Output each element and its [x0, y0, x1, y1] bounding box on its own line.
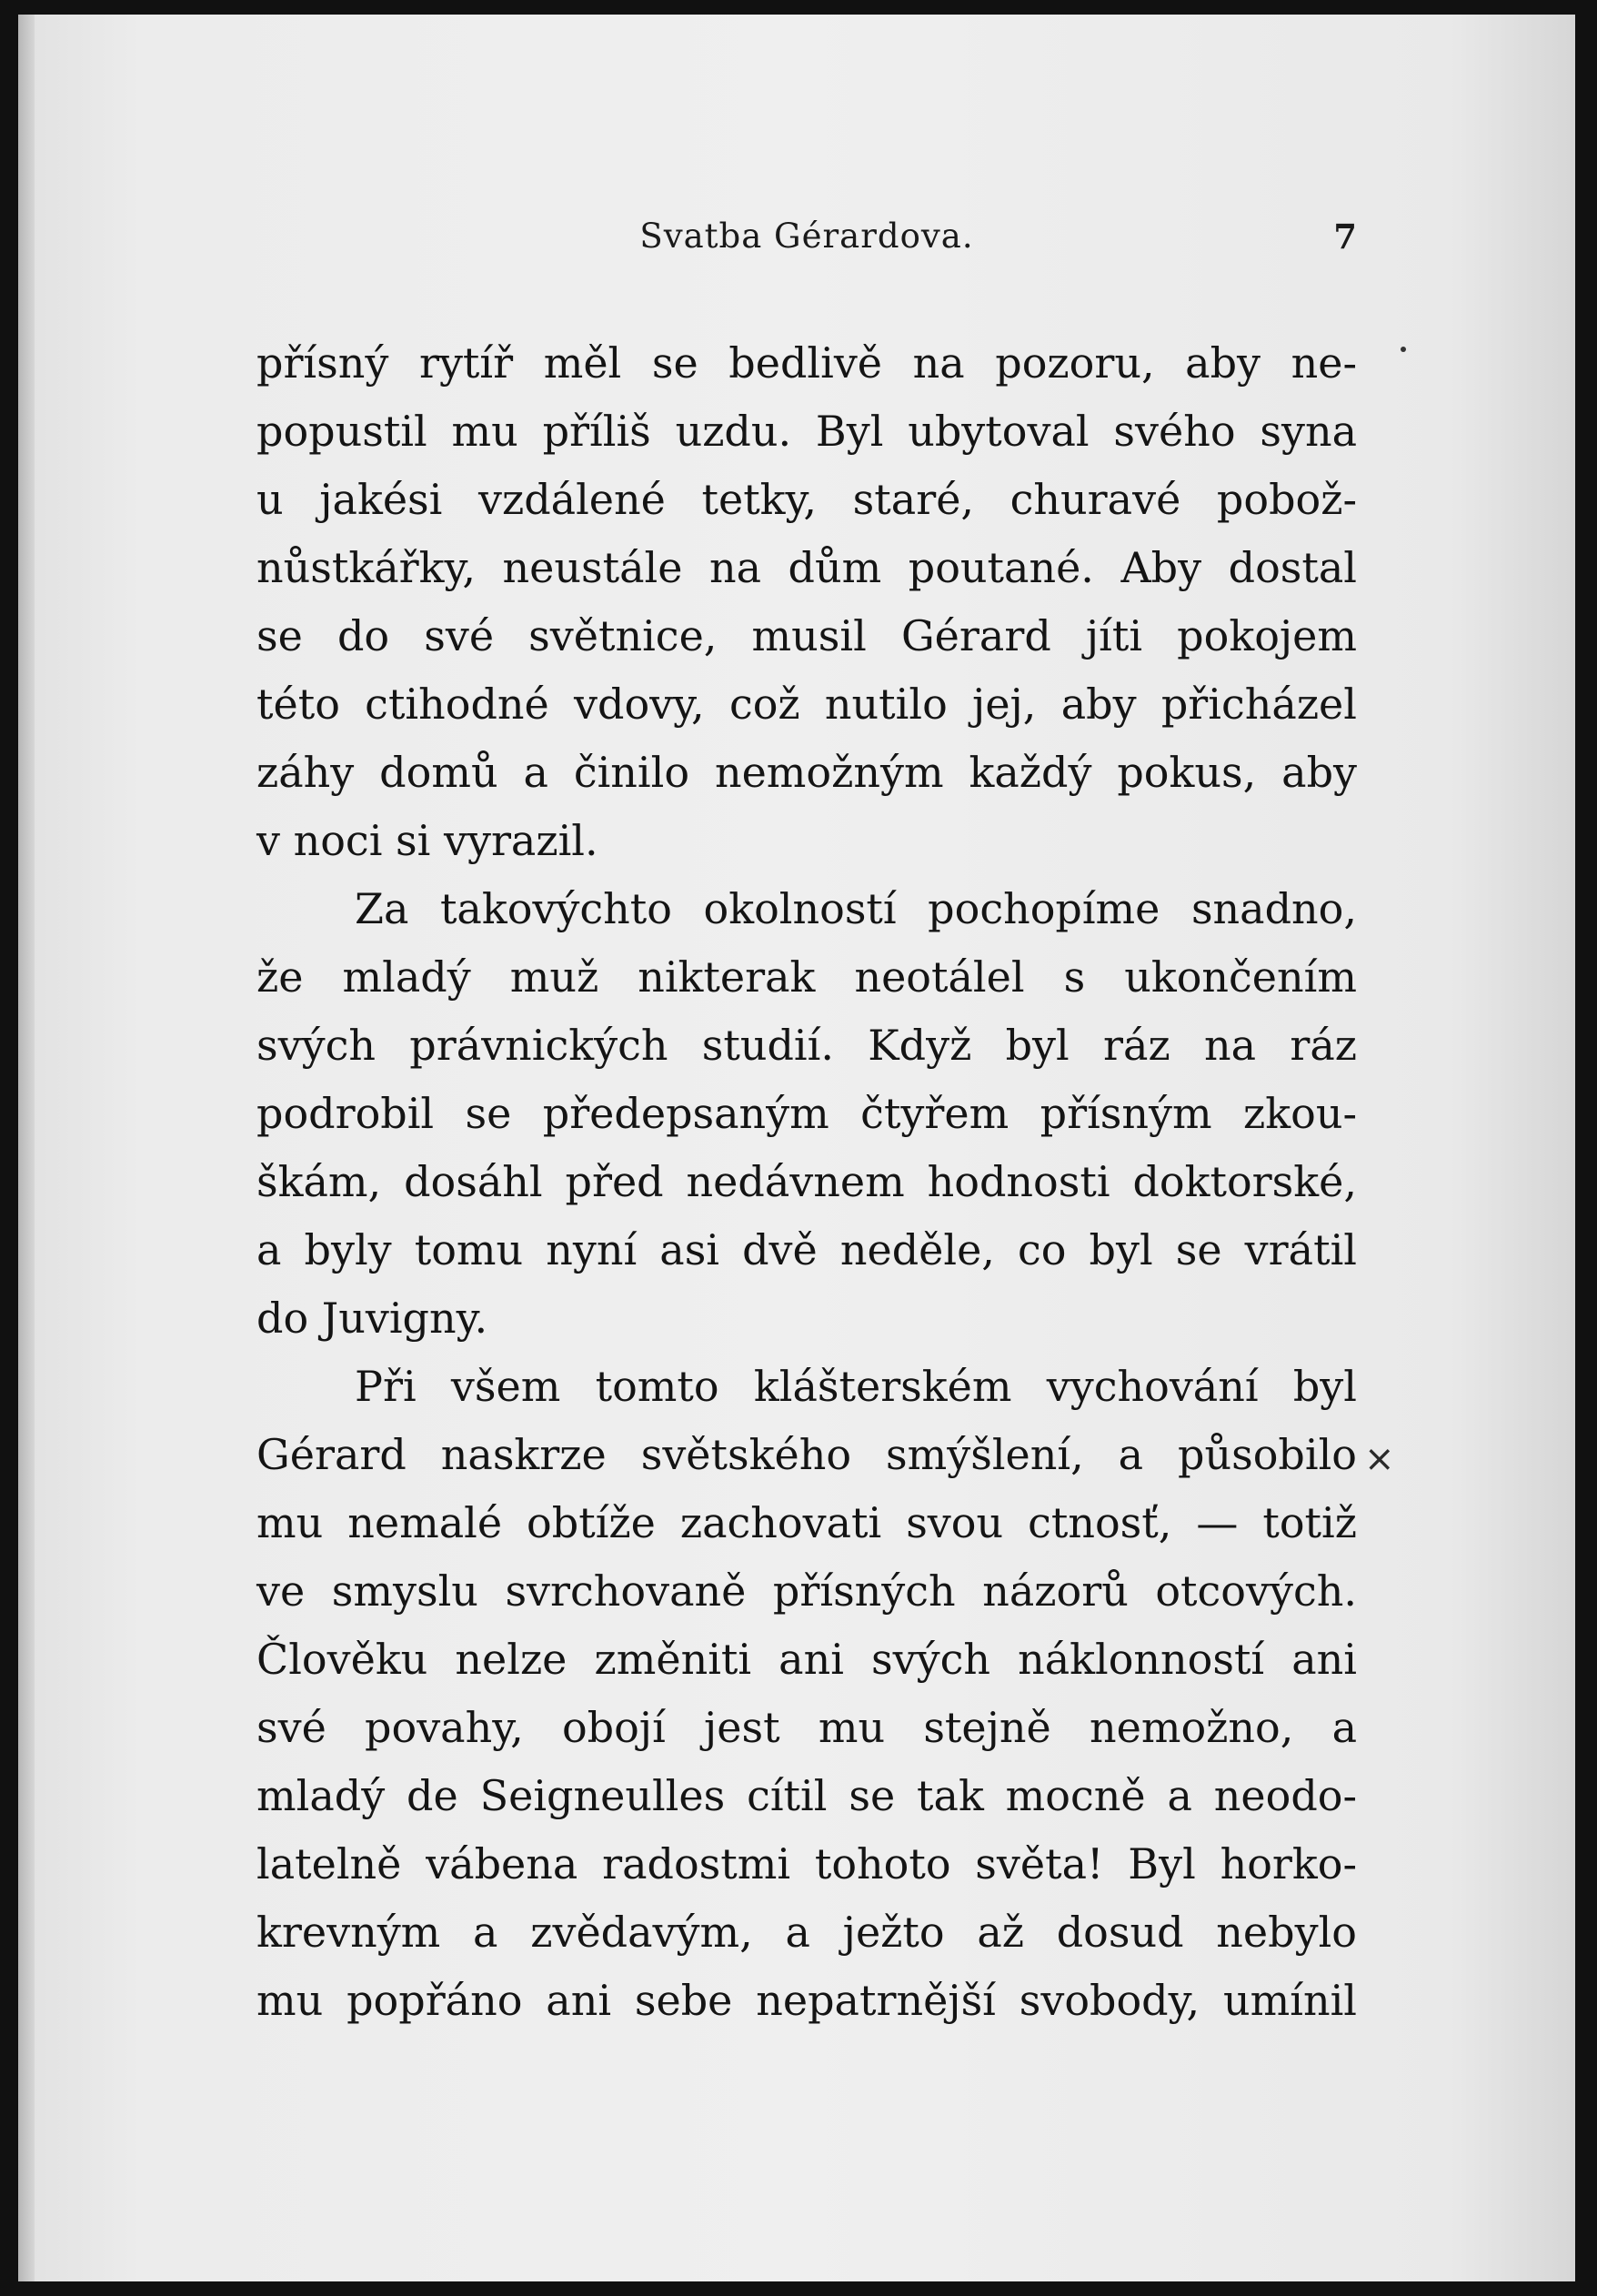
- book-page: [18, 15, 1575, 2281]
- margin-dot: [1401, 347, 1406, 352]
- text-line: u jakési vzdálené tetky, staré, churavé pobož-: [256, 475, 1357, 524]
- text-line: Člověku nelze změniti ani svých náklonností ani: [256, 1635, 1357, 1684]
- text-line: podrobil se předepsaným čtyřem přísným zkou-: [256, 1089, 1357, 1138]
- body-text: [256, 329, 1357, 2035]
- text-line: záhy domů a činilo nemožným každý pokus, aby: [256, 748, 1357, 797]
- text-line: popustil mu příliš uzdu. Byl ubytoval svého syna: [256, 407, 1357, 456]
- binding-edge: [18, 15, 35, 2281]
- running-title: Svatba Gérardova.: [639, 217, 974, 256]
- text-line: a byly tomu nyní asi dvě neděle, co byl se vrátil: [256, 1225, 1357, 1274]
- text-line: latelně vábena radostmi tohoto světa! Byl horko-: [256, 1839, 1357, 1888]
- text-line: mladý de Seigneulles cítil se tak mocně a neodo-: [256, 1771, 1357, 1820]
- text-line: své povahy, obojí jest mu stejně nemožno, a: [256, 1703, 1357, 1752]
- page-number: 7: [1333, 217, 1357, 257]
- text-line: že mladý muž nikterak neotálel s ukončením: [256, 952, 1357, 1002]
- paragraph-2: [256, 875, 1357, 1353]
- text-line: přísný rytíř měl se bedlivě na pozoru, aby ne-: [256, 338, 1357, 388]
- text-line: mu popřáno ani sebe nepatrnější svobody, umínil: [256, 1976, 1357, 2025]
- margin-annotation-mark: ×: [1364, 1438, 1395, 1480]
- text-line: této ctihodné vdovy, což nutilo jej, aby přicházel: [256, 680, 1357, 729]
- text-line: krevným a zvědavým, a ježto až dosud nebylo: [256, 1908, 1357, 1957]
- text-line: mu nemalé obtíže zachovati svou ctnosť, — totiž: [256, 1498, 1357, 1547]
- text-line: nůstkářky, neustále na dům poutané. Aby dostal: [256, 543, 1357, 592]
- text-line: škám, dosáhl před nedávnem hodnosti doktorské,: [256, 1157, 1357, 1206]
- text-line: svých právnických studií. Když byl ráz na ráz: [256, 1021, 1357, 1070]
- text-line: v noci si vyrazil.: [256, 816, 598, 865]
- running-head: [256, 217, 1357, 266]
- paragraph-1: [256, 329, 1357, 875]
- text-line: Při všem tomto klášterském vychování byl: [355, 1362, 1357, 1411]
- paragraph-3: [256, 1353, 1357, 2035]
- text-line: do Juvigny.: [256, 1294, 488, 1343]
- text-line: ve smyslu svrchovaně přísných názorů otcových.: [256, 1566, 1357, 1616]
- text-line: se do své světnice, musil Gérard jíti pokojem: [256, 611, 1357, 660]
- text-line: Za takovýchto okolností pochopíme snadno,: [355, 884, 1357, 933]
- text-line: Gérard naskrze světského smýšlení, a působilo: [256, 1430, 1357, 1479]
